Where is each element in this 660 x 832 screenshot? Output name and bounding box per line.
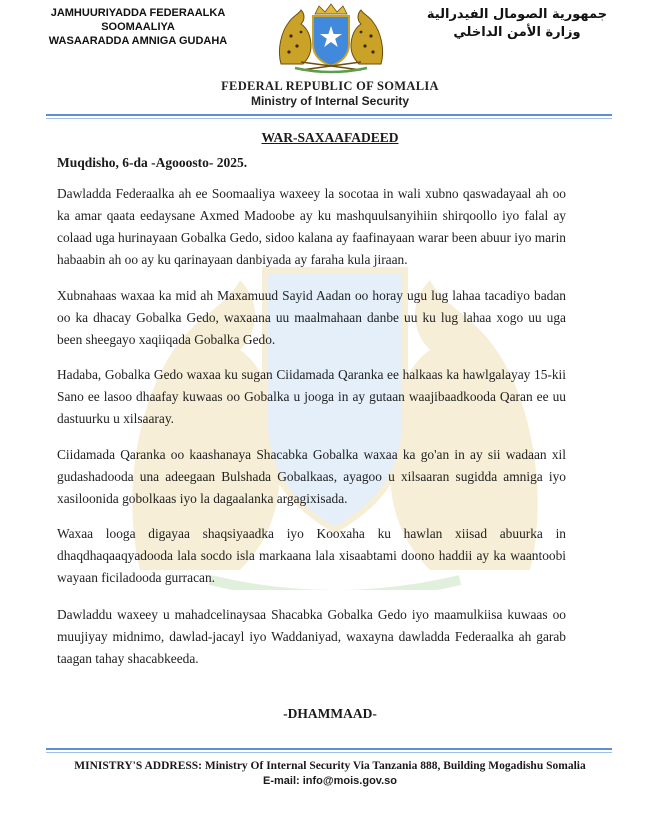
coat-of-arms-emblem: [271, 2, 391, 74]
header-arabic-line-2: وزارة الأمن الداخلي: [453, 25, 581, 40]
footer-divider-thin: [46, 752, 612, 753]
paragraph-4: Ciidamada Qaranka oo kaashanaya Shacabka Gobalka waxaa ka go'an in ay sii wadaan xil gudashadooda una adeegaan Bulshada Gobalkaas, ayagoo u xilsaaran sugidda amniga iyo xasiloonida gobolkaas iyo la dagaalanka argagixisada.: [57, 447, 566, 506]
header-arabic-block: [412, 6, 622, 42]
header-somali-block: [40, 6, 236, 48]
paragraph-5: Waxaa looga digayaa shaqsiyaadka iyo Kooxaha ku hawlan xiisad abuurka in dhaqdhaqaaqyadooda lala socdo isla markaana lala xisaabtami doono haddii ay ka waantoobi wayaan ficiladooda gurracan.: [57, 526, 566, 585]
header-divider-thin: [46, 118, 612, 119]
paragraph-6: Dawladdu waxeey u mahadcelinaysaa Shacabka Gobalka Gedo iyo maamulkiisa kuwaas oo muujiyay midnimo, dawlad-jacayl iyo Waddaniyad, waxayna dawladda Federaalka ah garab taagan tahay shacabkeeda.: [57, 607, 566, 666]
dateline: Muqdisho, 6-da -Agooosto- 2025.: [57, 155, 248, 170]
header-somali-line-1: JAMHUURIYADDA FEDERAALKA: [50, 7, 226, 19]
header-divider: [46, 114, 612, 116]
paragraph-3: Hadaba, Gobalka Gedo waxaa ku sugan Ciidamada Qaranka ee halkaas ka hawlgalayay 15-kii Sano ee lasoo dhaafay kuwaas oo Gobalka u jooga in ay gutaan waajibaadkooda Qaran ee uu dastuurku u xilsaaray.: [57, 367, 566, 426]
document-title: WAR-SAXAAFADEED: [261, 130, 399, 145]
ministry-title: Ministry of Internal Security: [250, 94, 410, 108]
closing-mark: -DHAMMAAD-: [283, 706, 377, 721]
footer-address: MINISTRY'S ADDRESS: Ministry Of Internal Security Via Tanzania 888, Building Mogadishu Somalia: [74, 760, 586, 772]
header-somali-line-3: WASAARADDA AMNIGA GUDAHA: [48, 35, 228, 47]
footer-divider: [46, 748, 612, 750]
paragraph-1: Dawladda Federaalka ah ee Soomaaliya waxeey la socotaa in wali xubno qaswadayaal ah oo ka amar qaata eedaysane Axmed Madoobe ay ku mashquulsanyihiin shirqoollo iyo falal ay colaad uga hurinayaan Gobalka Gedo, sidoo kalana ay faafinayaan warar been abuur iyo marin habaabin ah oo ay ku qarinayaan danbiyada ay faraha kula jiraan.: [57, 186, 566, 267]
paragraph-2: Xubnahaas waxaa ka mid ah Maxamuud Sayid Aadan oo horay ugu lug lahaa tacadiyo badan oo ka dhacay Gobalka Gedo, waxaana uu maalmahaan danbe uu ku lug lahaa xogo uu uga been sheegayo xaqiiqada Gobalka Gedo.: [57, 288, 566, 347]
footer-email[interactable]: E-mail: info@mois.gov.so: [263, 775, 397, 787]
header-somali-line-2: SOOMAALIYA: [101, 21, 175, 33]
federal-republic-title: FEDERAL REPUBLIC OF SOMALIA: [221, 79, 439, 93]
header-arabic-line-1: جمهورية الصومال الفيدرالية: [426, 7, 608, 22]
